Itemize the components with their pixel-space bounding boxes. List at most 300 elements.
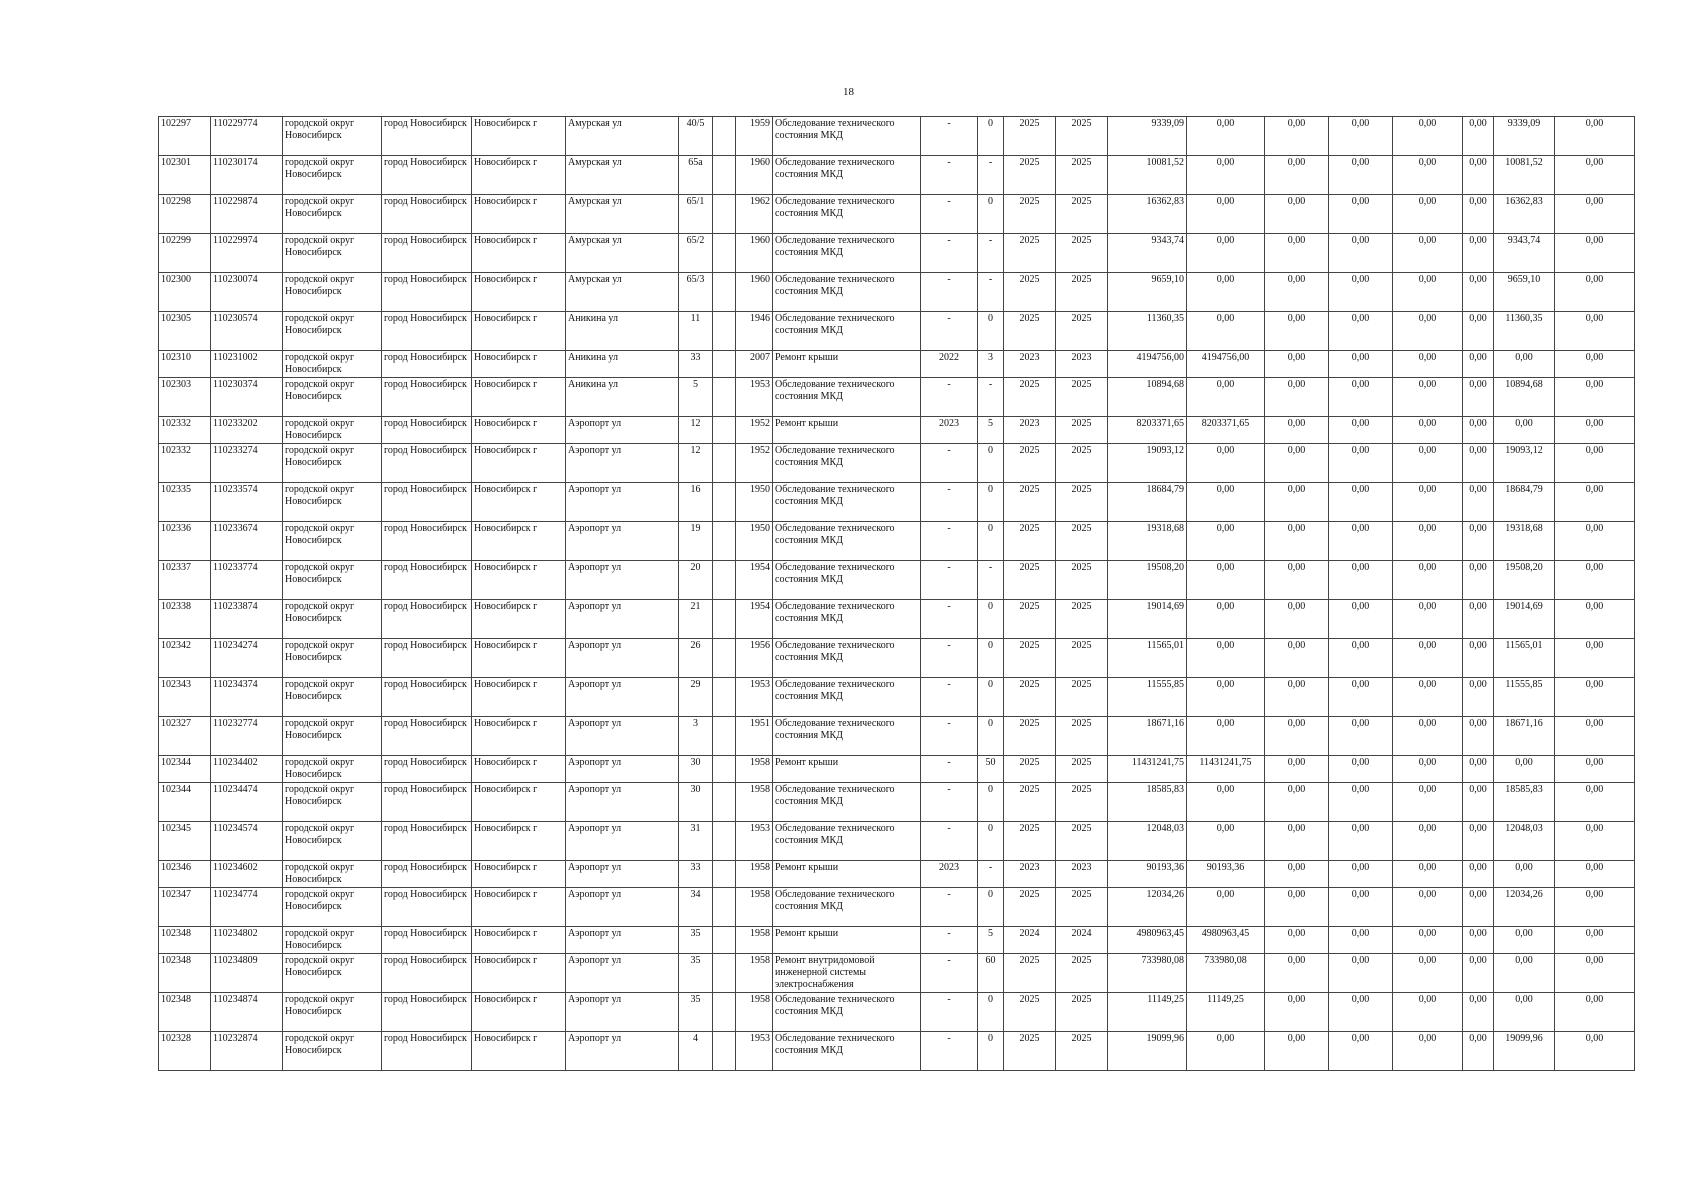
- row-cost-4: 0,00: [1463, 861, 1494, 888]
- row-plan-from: 2025: [1004, 156, 1056, 195]
- row-cost-1: 0,00: [1265, 195, 1329, 234]
- row-wear: 0: [978, 483, 1004, 522]
- row-settlement: город Новосибирск: [382, 861, 472, 888]
- table-row: [159, 954, 1635, 993]
- row-work-type: Обследование технического состояния МКД: [773, 312, 921, 351]
- row-code: 110232874: [211, 1032, 283, 1071]
- row-plan-from: 2025: [1004, 954, 1056, 993]
- row-work-type: Обследование технического состояния МКД: [773, 822, 921, 861]
- row-other-cost: 0,00: [1555, 522, 1635, 561]
- row-locality: Новосибирск г: [472, 1032, 566, 1071]
- row-id: 102298: [159, 195, 211, 234]
- row-plan-to: 2025: [1056, 600, 1108, 639]
- row-code: 110234774: [211, 888, 283, 927]
- row-work-type: Обследование технического состояния МКД: [773, 273, 921, 312]
- row-house: 31: [679, 822, 713, 861]
- row-plan-to: 2025: [1056, 561, 1108, 600]
- row-cost-3: 0,00: [1393, 954, 1463, 993]
- row-corp: [713, 600, 736, 639]
- row-work-type: Ремонт крыши: [773, 861, 921, 888]
- row-fund-cost: 0,00: [1187, 639, 1265, 678]
- row-corp: [713, 783, 736, 822]
- row-wear: 0: [978, 822, 1004, 861]
- row-cost-1: 0,00: [1265, 717, 1329, 756]
- row-cost-4: 0,00: [1463, 234, 1494, 273]
- row-cost-3: 0,00: [1393, 927, 1463, 954]
- row-street: Аэропорт ул: [566, 417, 679, 444]
- row-code: 110234274: [211, 639, 283, 678]
- row-settlement: город Новосибирск: [382, 639, 472, 678]
- row-code: 110234874: [211, 993, 283, 1032]
- row-cost-3: 0,00: [1393, 273, 1463, 312]
- row-plan-to: 2025: [1056, 483, 1108, 522]
- row-cost-1: 0,00: [1265, 600, 1329, 639]
- row-id: 102332: [159, 444, 211, 483]
- row-total-cost: 19093,12: [1108, 444, 1187, 483]
- row-district: городской округ Новосибирск: [283, 273, 382, 312]
- row-cost-1: 0,00: [1265, 861, 1329, 888]
- row-house: 20: [679, 561, 713, 600]
- row-settlement: город Новосибирск: [382, 522, 472, 561]
- row-cost-3: 0,00: [1393, 600, 1463, 639]
- row-cost-1: 0,00: [1265, 417, 1329, 444]
- row-other-cost: 0,00: [1555, 234, 1635, 273]
- row-wear: -: [978, 378, 1004, 417]
- row-work-type: Обследование технического состояния МКД: [773, 993, 921, 1032]
- row-house: 4: [679, 1032, 713, 1071]
- row-corp: [713, 444, 736, 483]
- row-locality: Новосибирск г: [472, 522, 566, 561]
- row-plan-to: 2024: [1056, 927, 1108, 954]
- row-code: 110232774: [211, 717, 283, 756]
- row-plan-from: 2025: [1004, 522, 1056, 561]
- row-work-type: Обследование технического состояния МКД: [773, 600, 921, 639]
- row-id: 102345: [159, 822, 211, 861]
- row-cost-3: 0,00: [1393, 522, 1463, 561]
- row-wear: -: [978, 561, 1004, 600]
- row-plan-from: 2025: [1004, 717, 1056, 756]
- row-cost-4: 0,00: [1463, 312, 1494, 351]
- row-cost-4: 0,00: [1463, 927, 1494, 954]
- row-cost-1: 0,00: [1265, 156, 1329, 195]
- row-house: 34: [679, 888, 713, 927]
- row-total-cost: 11431241,75: [1108, 756, 1187, 783]
- row-house: 29: [679, 678, 713, 717]
- row-owners-cost: 10894,68: [1494, 378, 1555, 417]
- row-district: городской округ Новосибирск: [283, 234, 382, 273]
- row-plan-from: 2025: [1004, 378, 1056, 417]
- row-id: 102336: [159, 522, 211, 561]
- row-plan-to: 2025: [1056, 156, 1108, 195]
- row-id: 102347: [159, 888, 211, 927]
- row-work-type: Обследование технического состояния МКД: [773, 522, 921, 561]
- row-total-cost: 19318,68: [1108, 522, 1187, 561]
- row-fund-cost: 0,00: [1187, 156, 1265, 195]
- row-house: 65/2: [679, 234, 713, 273]
- row-owners-cost: 16362,83: [1494, 195, 1555, 234]
- row-cost-4: 0,00: [1463, 351, 1494, 378]
- table-row: [159, 888, 1635, 927]
- row-locality: Новосибирск г: [472, 822, 566, 861]
- row-settlement: город Новосибирск: [382, 993, 472, 1032]
- row-street: Аэропорт ул: [566, 888, 679, 927]
- row-wear: 0: [978, 312, 1004, 351]
- row-cost-3: 0,00: [1393, 993, 1463, 1032]
- row-cost-2: 0,00: [1329, 993, 1393, 1032]
- row-corp: [713, 993, 736, 1032]
- row-work-type: Обследование технического состояния МКД: [773, 561, 921, 600]
- row-locality: Новосибирск г: [472, 561, 566, 600]
- row-built-year: 1952: [736, 417, 773, 444]
- row-cost-4: 0,00: [1463, 117, 1494, 156]
- row-plan-from: 2023: [1004, 417, 1056, 444]
- row-district: городской округ Новосибирск: [283, 483, 382, 522]
- row-built-year: 1953: [736, 678, 773, 717]
- row-other-cost: 0,00: [1555, 312, 1635, 351]
- row-street: Аэропорт ул: [566, 993, 679, 1032]
- row-locality: Новосибирск г: [472, 444, 566, 483]
- row-cost-3: 0,00: [1393, 195, 1463, 234]
- row-owners-cost: 19093,12: [1494, 444, 1555, 483]
- row-plan-from: 2025: [1004, 600, 1056, 639]
- row-code: 110234374: [211, 678, 283, 717]
- row-fund-cost: 8203371,65: [1187, 417, 1265, 444]
- row-last-repair-year: -: [921, 234, 978, 273]
- row-cost-3: 0,00: [1393, 783, 1463, 822]
- row-plan-to: 2025: [1056, 417, 1108, 444]
- row-district: городской округ Новосибирск: [283, 717, 382, 756]
- row-owners-cost: 11555,85: [1494, 678, 1555, 717]
- row-corp: [713, 639, 736, 678]
- row-locality: Новосибирск г: [472, 756, 566, 783]
- row-fund-cost: 0,00: [1187, 378, 1265, 417]
- row-other-cost: 0,00: [1555, 156, 1635, 195]
- row-code: 110234402: [211, 756, 283, 783]
- row-work-type: Обследование технического состояния МКД: [773, 639, 921, 678]
- row-id: 102337: [159, 561, 211, 600]
- row-fund-cost: 11149,25: [1187, 993, 1265, 1032]
- row-district: городской округ Новосибирск: [283, 678, 382, 717]
- row-house: 11: [679, 312, 713, 351]
- row-owners-cost: 9343,74: [1494, 234, 1555, 273]
- row-settlement: город Новосибирск: [382, 783, 472, 822]
- row-corp: [713, 954, 736, 993]
- row-cost-3: 0,00: [1393, 861, 1463, 888]
- row-cost-4: 0,00: [1463, 444, 1494, 483]
- row-house: 26: [679, 639, 713, 678]
- row-code: 110233274: [211, 444, 283, 483]
- row-plan-from: 2025: [1004, 1032, 1056, 1071]
- row-other-cost: 0,00: [1555, 600, 1635, 639]
- row-house: 30: [679, 756, 713, 783]
- row-last-repair-year: -: [921, 522, 978, 561]
- row-other-cost: 0,00: [1555, 993, 1635, 1032]
- row-owners-cost: 0,00: [1494, 861, 1555, 888]
- row-locality: Новосибирск г: [472, 927, 566, 954]
- row-cost-2: 0,00: [1329, 888, 1393, 927]
- row-locality: Новосибирск г: [472, 993, 566, 1032]
- row-work-type: Обследование технического состояния МКД: [773, 717, 921, 756]
- row-cost-2: 0,00: [1329, 378, 1393, 417]
- row-corp: [713, 717, 736, 756]
- row-corp: [713, 888, 736, 927]
- row-owners-cost: 0,00: [1494, 756, 1555, 783]
- row-corp: [713, 1032, 736, 1071]
- row-corp: [713, 156, 736, 195]
- row-code: 110230574: [211, 312, 283, 351]
- row-other-cost: 0,00: [1555, 927, 1635, 954]
- table-row: [159, 639, 1635, 678]
- row-total-cost: 10894,68: [1108, 378, 1187, 417]
- row-street: Аэропорт ул: [566, 561, 679, 600]
- row-street: Аэропорт ул: [566, 1032, 679, 1071]
- row-built-year: 1953: [736, 822, 773, 861]
- row-district: городской округ Новосибирск: [283, 195, 382, 234]
- row-cost-3: 0,00: [1393, 156, 1463, 195]
- row-other-cost: 0,00: [1555, 861, 1635, 888]
- row-house: 65а: [679, 156, 713, 195]
- row-built-year: 1954: [736, 600, 773, 639]
- row-settlement: город Новосибирск: [382, 822, 472, 861]
- row-cost-4: 0,00: [1463, 717, 1494, 756]
- row-code: 110234602: [211, 861, 283, 888]
- row-cost-3: 0,00: [1393, 351, 1463, 378]
- row-plan-to: 2025: [1056, 717, 1108, 756]
- row-house: 33: [679, 861, 713, 888]
- row-cost-3: 0,00: [1393, 888, 1463, 927]
- row-wear: 0: [978, 522, 1004, 561]
- row-district: городской округ Новосибирск: [283, 417, 382, 444]
- row-built-year: 1958: [736, 954, 773, 993]
- row-other-cost: 0,00: [1555, 378, 1635, 417]
- row-settlement: город Новосибирск: [382, 234, 472, 273]
- row-owners-cost: 18671,16: [1494, 717, 1555, 756]
- row-fund-cost: 4980963,45: [1187, 927, 1265, 954]
- row-total-cost: 18585,83: [1108, 783, 1187, 822]
- row-cost-2: 0,00: [1329, 927, 1393, 954]
- row-total-cost: 9659,10: [1108, 273, 1187, 312]
- row-house: 40/5: [679, 117, 713, 156]
- row-last-repair-year: 2023: [921, 861, 978, 888]
- row-plan-from: 2025: [1004, 783, 1056, 822]
- row-owners-cost: 12034,26: [1494, 888, 1555, 927]
- table-row: [159, 993, 1635, 1032]
- row-work-type: Обследование технического состояния МКД: [773, 156, 921, 195]
- table-row: [159, 195, 1635, 234]
- row-code: 110230174: [211, 156, 283, 195]
- row-house: 16: [679, 483, 713, 522]
- row-last-repair-year: -: [921, 156, 978, 195]
- row-id: 102348: [159, 927, 211, 954]
- row-cost-2: 0,00: [1329, 483, 1393, 522]
- row-last-repair-year: -: [921, 888, 978, 927]
- row-corp: [713, 234, 736, 273]
- row-cost-3: 0,00: [1393, 561, 1463, 600]
- row-cost-1: 0,00: [1265, 756, 1329, 783]
- row-fund-cost: 11431241,75: [1187, 756, 1265, 783]
- row-other-cost: 0,00: [1555, 1032, 1635, 1071]
- row-cost-1: 0,00: [1265, 378, 1329, 417]
- row-settlement: город Новосибирск: [382, 444, 472, 483]
- row-last-repair-year: -: [921, 444, 978, 483]
- row-id: 102310: [159, 351, 211, 378]
- row-code: 110234474: [211, 783, 283, 822]
- row-locality: Новосибирск г: [472, 888, 566, 927]
- row-fund-cost: 0,00: [1187, 600, 1265, 639]
- row-cost-4: 0,00: [1463, 417, 1494, 444]
- row-street: Аэропорт ул: [566, 600, 679, 639]
- row-built-year: 1950: [736, 522, 773, 561]
- row-id: 102343: [159, 678, 211, 717]
- row-code: 110233774: [211, 561, 283, 600]
- row-total-cost: 9339,09: [1108, 117, 1187, 156]
- row-built-year: 1960: [736, 156, 773, 195]
- row-owners-cost: 19508,20: [1494, 561, 1555, 600]
- row-cost-4: 0,00: [1463, 954, 1494, 993]
- row-district: городской округ Новосибирск: [283, 888, 382, 927]
- row-built-year: 1946: [736, 312, 773, 351]
- row-locality: Новосибирск г: [472, 483, 566, 522]
- row-fund-cost: 0,00: [1187, 783, 1265, 822]
- row-settlement: город Новосибирск: [382, 273, 472, 312]
- row-wear: 0: [978, 639, 1004, 678]
- row-other-cost: 0,00: [1555, 483, 1635, 522]
- row-cost-2: 0,00: [1329, 600, 1393, 639]
- row-owners-cost: 12048,03: [1494, 822, 1555, 861]
- row-wear: 5: [978, 927, 1004, 954]
- row-cost-3: 0,00: [1393, 444, 1463, 483]
- row-work-type: Ремонт внутридомовой инженерной системы электроснабжения: [773, 954, 921, 993]
- row-owners-cost: 0,00: [1494, 417, 1555, 444]
- table-row: [159, 861, 1635, 888]
- row-cost-1: 0,00: [1265, 483, 1329, 522]
- row-fund-cost: 0,00: [1187, 273, 1265, 312]
- row-built-year: 1958: [736, 888, 773, 927]
- page-number: 18: [843, 86, 854, 98]
- row-wear: -: [978, 273, 1004, 312]
- row-house: 12: [679, 417, 713, 444]
- row-plan-from: 2025: [1004, 117, 1056, 156]
- row-fund-cost: 0,00: [1187, 822, 1265, 861]
- row-fund-cost: 90193,36: [1187, 861, 1265, 888]
- row-corp: [713, 195, 736, 234]
- row-cost-3: 0,00: [1393, 417, 1463, 444]
- row-house: 65/1: [679, 195, 713, 234]
- row-work-type: Обследование технического состояния МКД: [773, 195, 921, 234]
- row-fund-cost: 0,00: [1187, 717, 1265, 756]
- row-total-cost: 12048,03: [1108, 822, 1187, 861]
- row-cost-3: 0,00: [1393, 234, 1463, 273]
- row-cost-2: 0,00: [1329, 822, 1393, 861]
- row-house: 35: [679, 927, 713, 954]
- row-street: Аэропорт ул: [566, 861, 679, 888]
- table-row: [159, 417, 1635, 444]
- row-locality: Новосибирск г: [472, 378, 566, 417]
- row-street: Аэропорт ул: [566, 522, 679, 561]
- row-code: 110229874: [211, 195, 283, 234]
- row-built-year: 1953: [736, 1032, 773, 1071]
- row-cost-2: 0,00: [1329, 783, 1393, 822]
- row-built-year: 1951: [736, 717, 773, 756]
- row-wear: 0: [978, 717, 1004, 756]
- row-cost-3: 0,00: [1393, 678, 1463, 717]
- row-locality: Новосибирск г: [472, 312, 566, 351]
- row-last-repair-year: -: [921, 378, 978, 417]
- row-cost-4: 0,00: [1463, 156, 1494, 195]
- row-cost-4: 0,00: [1463, 483, 1494, 522]
- row-built-year: 1958: [736, 861, 773, 888]
- row-built-year: 1958: [736, 783, 773, 822]
- row-cost-2: 0,00: [1329, 444, 1393, 483]
- row-total-cost: 11565,01: [1108, 639, 1187, 678]
- row-id: 102327: [159, 717, 211, 756]
- row-last-repair-year: -: [921, 273, 978, 312]
- row-street: Аэропорт ул: [566, 444, 679, 483]
- row-other-cost: 0,00: [1555, 756, 1635, 783]
- row-wear: 0: [978, 444, 1004, 483]
- row-work-type: Ремонт крыши: [773, 927, 921, 954]
- row-settlement: город Новосибирск: [382, 600, 472, 639]
- row-corp: [713, 861, 736, 888]
- row-last-repair-year: -: [921, 600, 978, 639]
- row-street: Амурская ул: [566, 195, 679, 234]
- row-house: 33: [679, 351, 713, 378]
- row-plan-from: 2025: [1004, 444, 1056, 483]
- table-row: [159, 117, 1635, 156]
- table-row: [159, 156, 1635, 195]
- row-district: городской округ Новосибирск: [283, 600, 382, 639]
- row-id: 102301: [159, 156, 211, 195]
- row-id: 102328: [159, 1032, 211, 1071]
- row-plan-from: 2025: [1004, 993, 1056, 1032]
- table-row: [159, 717, 1635, 756]
- row-owners-cost: 0,00: [1494, 954, 1555, 993]
- table-row: [159, 444, 1635, 483]
- row-wear: 3: [978, 351, 1004, 378]
- row-cost-1: 0,00: [1265, 444, 1329, 483]
- row-locality: Новосибирск г: [472, 195, 566, 234]
- row-corp: [713, 927, 736, 954]
- row-locality: Новосибирск г: [472, 861, 566, 888]
- table-row: [159, 1032, 1635, 1071]
- row-work-type: Обследование технического состояния МКД: [773, 678, 921, 717]
- row-locality: Новосибирск г: [472, 351, 566, 378]
- row-cost-2: 0,00: [1329, 561, 1393, 600]
- row-plan-to: 2025: [1056, 822, 1108, 861]
- row-corp: [713, 483, 736, 522]
- row-cost-1: 0,00: [1265, 117, 1329, 156]
- row-total-cost: 18671,16: [1108, 717, 1187, 756]
- row-code: 110230074: [211, 273, 283, 312]
- row-work-type: Обследование технического состояния МКД: [773, 378, 921, 417]
- row-built-year: 2007: [736, 351, 773, 378]
- row-cost-1: 0,00: [1265, 927, 1329, 954]
- row-code: 110233202: [211, 417, 283, 444]
- row-cost-4: 0,00: [1463, 678, 1494, 717]
- table-row: [159, 273, 1635, 312]
- row-fund-cost: 0,00: [1187, 888, 1265, 927]
- row-fund-cost: 4194756,00: [1187, 351, 1265, 378]
- row-cost-1: 0,00: [1265, 888, 1329, 927]
- row-last-repair-year: -: [921, 117, 978, 156]
- row-district: городской округ Новосибирск: [283, 156, 382, 195]
- row-other-cost: 0,00: [1555, 273, 1635, 312]
- row-cost-2: 0,00: [1329, 522, 1393, 561]
- row-last-repair-year: -: [921, 993, 978, 1032]
- row-locality: Новосибирск г: [472, 234, 566, 273]
- row-id: 102344: [159, 756, 211, 783]
- row-work-type: Ремонт крыши: [773, 417, 921, 444]
